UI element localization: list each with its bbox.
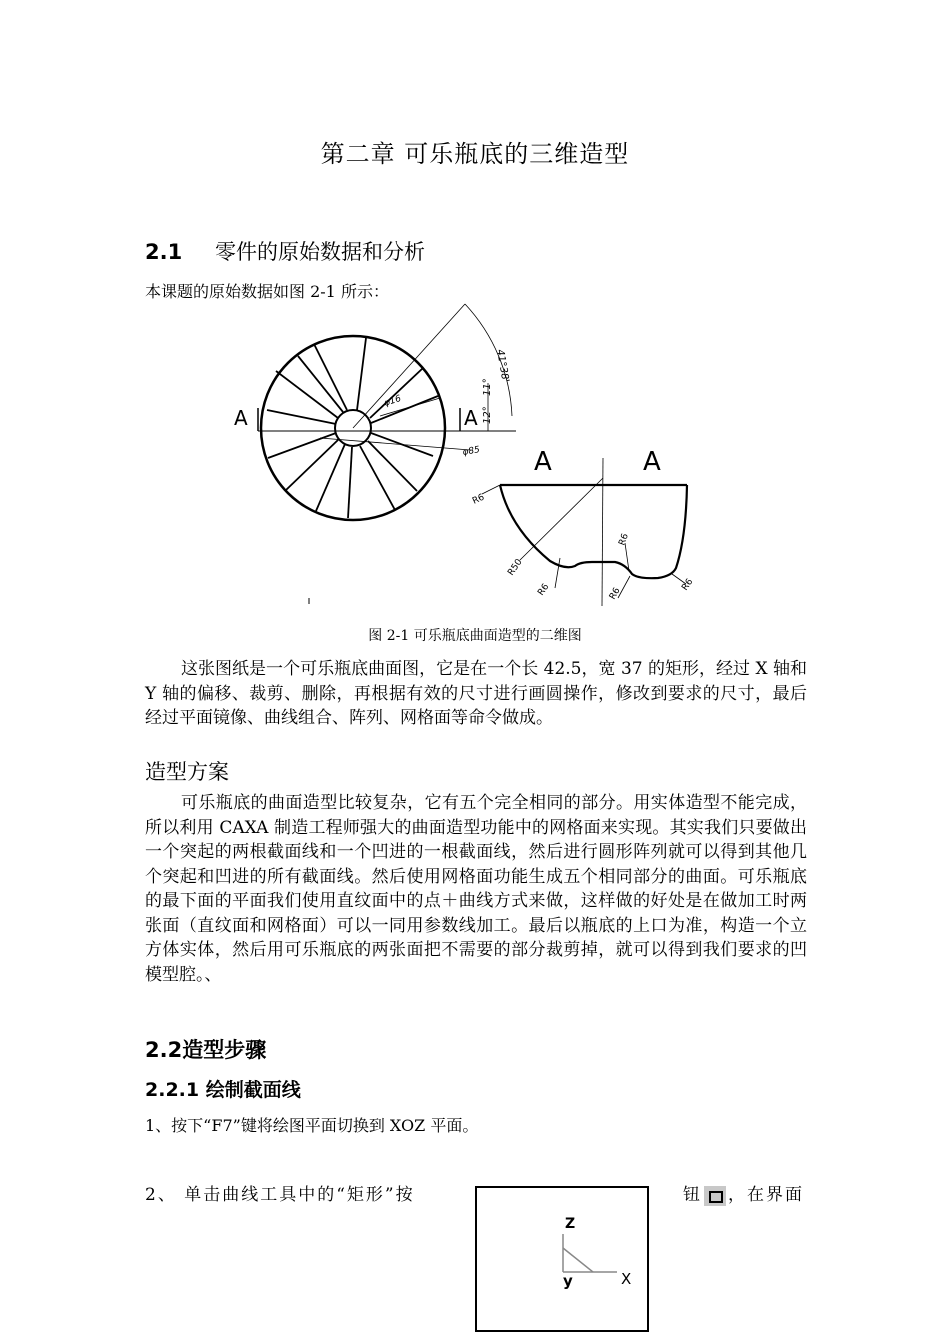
section-view-label-1: A [534,447,552,477]
paragraph-2: 可乐瓶底的曲面造型比较复杂，它有五个完全相同的部分。用实体造型不能完成，所以利用 CAXA 制造工程师强大的曲面造型功能中的网格面来实现。其实我们只要做出一个突起的两根截面线和一个凹进的一根截面线，然后进行圆形阵列就可以得到其他几个突起和凹进的所有截面线。然后使用网格面功能生成五个相同部分的曲面。可乐瓶底的最下面的平面我们使用直纹面中的点＋曲线方式来做，这样做的好处是在做加工时两张面（直纹面和网格面）可以一同用参数线加工。最后以瓶底的上口为准，构造一个立方体实体，然后用可乐瓶底的两张面把不需要的部分裁剪掉，就可以得到我们要求的凹模型腔。、 [145,793,807,985]
axis-label-y: y [563,1272,573,1290]
r6-mid-top: R6 [617,532,631,548]
section-title: 零件的原始数据和分析 [215,240,425,264]
paragraph-1: 这张图纸是一个可乐瓶底曲面图，它是在一个长 42.5，宽 37 的矩形，经过 X 轴和 Y 轴的偏移、裁剪、删除，再根据有效的尺寸进行画圆操作，修改到要求的尺寸，最后经过平面镜像、曲线组合、阵列、网格面等命令做成。 [145,659,807,728]
section-heading-2-2-1: 2.2.1 绘制截面线 [145,1079,301,1101]
dim-angle: 41°38' [494,348,511,384]
axis-label-z: Z [565,1216,576,1232]
section-heading-2-2: 2.2造型步骤 [145,1038,267,1062]
section-number: 2.1 [145,240,183,264]
engineering-drawing [220,298,710,616]
section-label-right: A [464,406,478,430]
heading-plan: 造型方案 [145,760,229,784]
r6-bottom-left: R6 [536,582,552,598]
axis-label-x: X [621,1270,632,1288]
dim-offset-11: 11° [482,378,493,396]
step-2-suffix: ，在界面 [728,1185,804,1205]
section-label-left: A [234,406,248,430]
dim-offset-12: 12° [482,406,493,424]
section-view [482,458,687,606]
r50: R50 [506,557,525,578]
step-2-button-word: 钮 [683,1185,702,1205]
intro-line: 本课题的原始数据如图 2-1 所示： [145,282,389,301]
step-2-text-right [683,1180,804,1206]
step-1: 1、按下“F7”键将绘图平面切换到 XOZ 平面。 [145,1116,479,1135]
coordinate-axes-icon [477,1188,647,1330]
r6-top: R6 [471,492,487,507]
step-2-text: 2、 单击曲线工具中的“矩形”按 [145,1185,415,1205]
dim-d85: φ85 [461,445,481,458]
r6-mid-bottom: R6 [607,586,623,602]
coordinate-axes-box [475,1186,649,1332]
section-view-label-2: A [643,447,661,477]
section-heading-2-1 [145,236,425,266]
rectangle-tool-icon[interactable] [704,1186,726,1206]
dim-d16: φ16 [382,393,403,409]
r6-right: R6 [680,577,696,593]
chapter-title: 第二章 可乐瓶底的三维造型 [320,140,630,168]
figure-caption: 图 2-1 可乐瓶底曲面造型的二维图 [368,628,582,644]
radial-lines [267,338,438,518]
